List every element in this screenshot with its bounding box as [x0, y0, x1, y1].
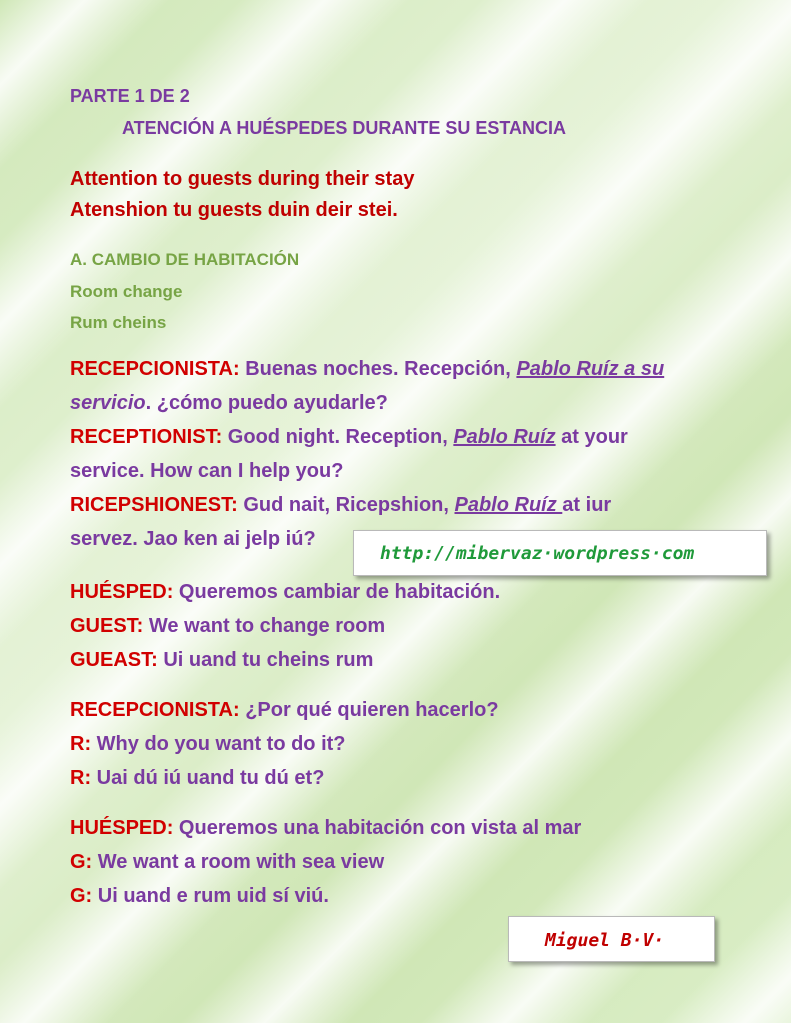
dialogue-line — [70, 699, 499, 722]
dialogue-text: at your — [555, 426, 628, 448]
dialogue-text: We want a room with sea view — [92, 851, 385, 873]
dialogue-text: Ui uand tu cheins rum — [157, 649, 374, 671]
dialogue-text: Uai dú iú uand tu dú et? — [91, 767, 325, 789]
speaker-label: RECEPCIONISTA: — [70, 699, 240, 721]
subtitle-english: Attention to guests during their stay — [70, 168, 415, 190]
dialogue-line — [70, 817, 581, 840]
speaker-label: GUEST: — [70, 615, 144, 637]
receptionist-name: Pablo Ruíz — [454, 494, 563, 516]
dialogue-line — [70, 615, 385, 638]
dialogue-line — [70, 733, 346, 756]
speaker-label: HUÉSPED: — [70, 581, 174, 603]
dialogue-line — [70, 460, 343, 483]
dialogue-text: servicio — [70, 392, 146, 414]
dialogue-text: Ui uand e rum uid sí viú. — [92, 885, 329, 907]
dialogue-line — [70, 581, 500, 604]
dialogue-line — [70, 426, 628, 449]
dialogue-text: Why do you want to do it? — [91, 733, 346, 755]
page-title: ATENCIÓN A HUÉSPEDES DURANTE SU ESTANCIA — [122, 118, 567, 138]
dialogue-text: . ¿cómo puedo ayudarle? — [145, 392, 388, 414]
dialogue-text: We want to change room — [143, 615, 386, 637]
speaker-label: G: — [70, 885, 93, 907]
section-heading: A. CAMBIO DE HABITACIÓN — [70, 250, 300, 269]
dialogue-text: ¿Por qué quieren hacerlo? — [239, 699, 499, 721]
dialogue-line — [70, 851, 384, 874]
part-label: PARTE 1 DE 2 — [70, 86, 190, 106]
speaker-label: G: — [70, 851, 93, 873]
speaker-label: RECEPTIONIST: — [70, 426, 223, 448]
dialogue-text: at iur — [562, 494, 612, 516]
dialogue-line — [70, 885, 329, 908]
dialogue-line — [70, 649, 373, 672]
dialogue-text: service. How can I help you? — [70, 460, 344, 482]
dialogue-text: Good night. Reception, — [222, 426, 454, 448]
speaker-label: GUEAST: — [70, 649, 158, 671]
dialogue-text: servez. Jao ken ai jelp iú? — [70, 528, 316, 550]
url-box — [353, 530, 767, 576]
signature-box — [508, 916, 715, 962]
section-phonetic: Rum cheins — [70, 313, 167, 332]
receptionist-name: Pablo Ruíz a su — [516, 358, 665, 380]
dialogue-line — [70, 494, 611, 517]
url-text: http://mibervaz·wordpress·com — [380, 543, 695, 564]
dialogue-line — [70, 392, 388, 415]
subtitle-phonetic: Atenshion tu guests duin deir stei. — [70, 199, 398, 221]
speaker-label: RECEPCIONISTA: — [70, 358, 240, 380]
dialogue-line — [70, 358, 664, 381]
dialogue-line — [70, 767, 324, 790]
dialogue-line — [70, 528, 316, 551]
dialogue-text: Queremos cambiar de habitación. — [173, 581, 501, 603]
receptionist-name: Pablo Ruíz — [453, 426, 556, 448]
speaker-label: R: — [70, 733, 92, 755]
signature-text: Miguel B·V· — [545, 930, 665, 951]
dialogue-text: Queremos una habitación con vista al mar — [173, 817, 582, 839]
section-english: Room change — [70, 282, 183, 301]
speaker-label: HUÉSPED: — [70, 817, 174, 839]
dialogue-text: Buenas noches. Recepción, — [239, 358, 517, 380]
speaker-label: R: — [70, 767, 92, 789]
dialogue-text: Gud nait, Ricepshion, — [237, 494, 455, 516]
speaker-label: RICEPSHIONEST: — [70, 494, 238, 516]
